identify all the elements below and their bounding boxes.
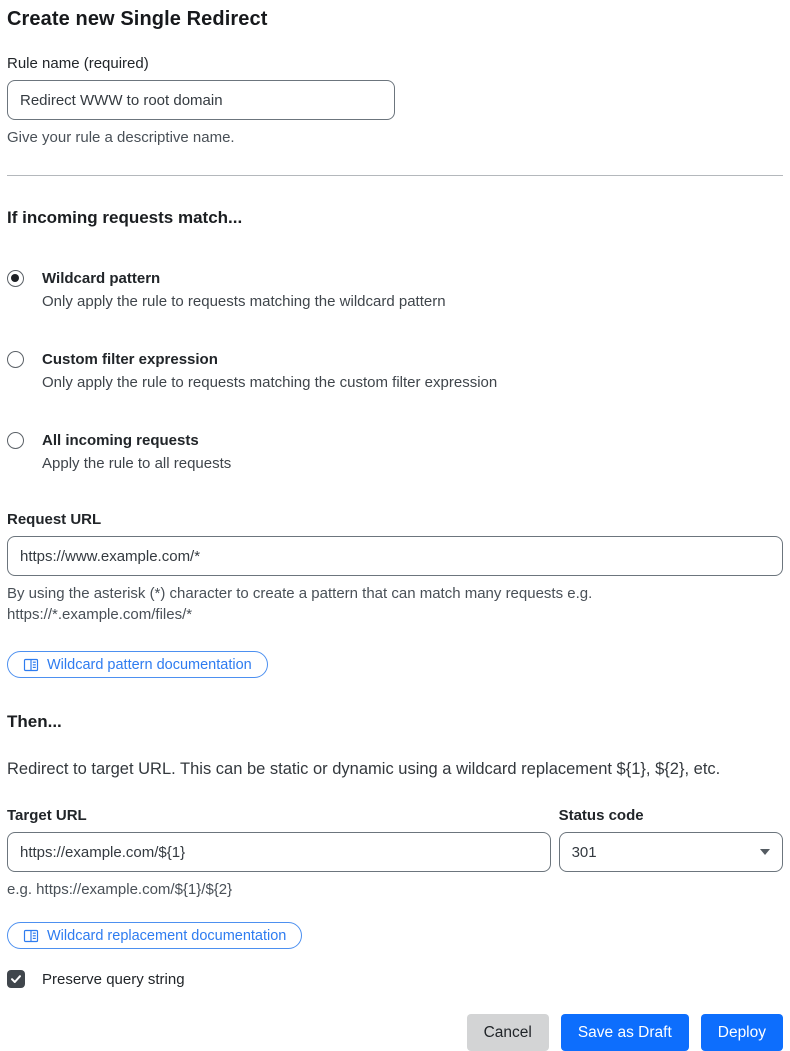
- request-url-help: [7, 583, 783, 625]
- target-url-column: [7, 807, 551, 900]
- request-url-help-line2: https://*.example.com/files/*: [7, 606, 193, 623]
- request-url-label: Request URL: [7, 511, 102, 528]
- doc-button-label: Wildcard replacement documentation: [47, 927, 287, 944]
- page-title: Create new Single Redirect: [7, 8, 268, 30]
- status-code-select[interactable]: [559, 832, 783, 872]
- open-book-icon: [23, 657, 39, 673]
- status-code-column: [559, 807, 783, 900]
- radio-label: All incoming requests: [42, 432, 199, 449]
- then-section-description: Redirect to target URL. This can be static or dynamic using a wildcard replacement ${1}, ${2}, etc.: [7, 760, 721, 778]
- radio-option-all-incoming-requests[interactable]: [7, 430, 783, 475]
- target-url-label: Target URL: [7, 807, 87, 824]
- target-status-row: [7, 807, 783, 900]
- wildcard-replacement-docs-button[interactable]: [7, 922, 302, 949]
- target-url-input[interactable]: [7, 832, 551, 872]
- status-code-label: Status code: [558, 807, 644, 824]
- radio-unselected-icon[interactable]: [7, 351, 24, 368]
- checkbox-checked-icon[interactable]: [7, 970, 25, 988]
- radio-selected-icon[interactable]: [7, 270, 24, 287]
- radio-unselected-icon[interactable]: [7, 432, 24, 449]
- rule-name-help: Give your rule a descriptive name.: [7, 129, 235, 146]
- save-as-draft-button[interactable]: Save as Draft: [561, 1014, 689, 1051]
- radio-label: Custom filter expression: [42, 351, 218, 368]
- rule-name-label: Rule name (required): [7, 55, 149, 72]
- form-actions: [7, 1014, 783, 1051]
- wildcard-pattern-docs-button[interactable]: [7, 651, 268, 678]
- target-url-help: e.g. https://example.com/${1}/${2}: [7, 881, 233, 898]
- preserve-query-string-label: Preserve query string: [42, 970, 185, 988]
- chevron-down-icon: [760, 849, 770, 855]
- section-divider: [7, 175, 783, 176]
- status-code-value: 301: [571, 843, 597, 861]
- cancel-button[interactable]: Cancel: [467, 1014, 549, 1051]
- match-section-heading: If incoming requests match...: [7, 208, 243, 227]
- radio-option-custom-filter-expression[interactable]: [7, 349, 783, 394]
- preserve-query-string-row[interactable]: [7, 970, 783, 988]
- request-url-input[interactable]: [7, 536, 783, 576]
- open-book-icon: [23, 928, 39, 944]
- radio-description: Apply the rule to all requests: [42, 455, 232, 472]
- radio-description: Only apply the rule to requests matching the wildcard pattern: [42, 293, 446, 310]
- doc-button-label: Wildcard pattern documentation: [47, 656, 252, 673]
- request-url-help-line1: By using the asterisk (*) character to create a pattern that can match many requests e.g.: [7, 585, 593, 602]
- rule-name-input[interactable]: [7, 80, 395, 120]
- radio-option-wildcard-pattern[interactable]: [7, 268, 783, 313]
- radio-label: Wildcard pattern: [42, 270, 161, 287]
- match-type-radio-group: [7, 268, 783, 475]
- radio-description: Only apply the rule to requests matching the custom filter expression: [42, 374, 498, 391]
- then-section-heading: Then...: [7, 712, 62, 731]
- deploy-button[interactable]: Deploy: [701, 1014, 783, 1051]
